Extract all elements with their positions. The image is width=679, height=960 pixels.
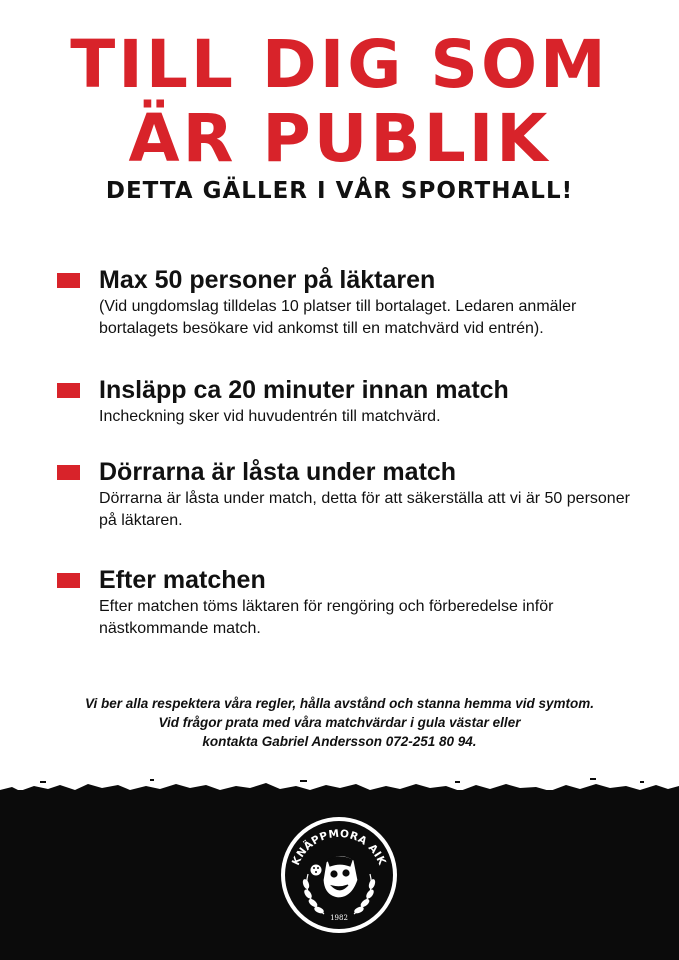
rule-body: Efter matchen töms läktaren för rengöring och förberedelse inför nästkommande match. bbox=[99, 598, 554, 637]
poster-title-line-2: ÄR PUBLIK bbox=[128, 100, 551, 177]
footer-note bbox=[0, 694, 679, 751]
rule-heading: Efter matchen bbox=[99, 566, 266, 594]
footer-note-line: Vid frågor prata med våra matchvärdar i gula västar eller bbox=[158, 715, 521, 730]
red-square-bullet-icon bbox=[57, 465, 80, 480]
rule-body: Incheckning sker vid huvudentrén till matchvärd. bbox=[99, 408, 441, 425]
red-square-bullet-icon bbox=[57, 573, 80, 588]
footer-note-line: Vi ber alla respektera våra regler, hålla avstånd och stanna hemma vid symtom. bbox=[85, 696, 594, 711]
poster-subtitle: DETTA GÄLLER I VÅR SPORTHALL! bbox=[105, 178, 574, 204]
rule-heading: Insläpp ca 20 minuter innan match bbox=[99, 376, 509, 404]
poster-title-line-1: TILL DIG SOM bbox=[70, 26, 609, 103]
rule-body: Dörrarna är låsta under match, detta för att säkerställa att vi är 50 personer på läktaren. bbox=[99, 490, 630, 529]
rule-heading: Dörrarna är låsta under match bbox=[99, 458, 457, 486]
rule-body: (Vid ungdomslag tilldelas 10 platser till bortalaget. Ledaren anmäler bortalagets besökare vid ankomst till en matchvärd vid entrén). bbox=[99, 298, 577, 337]
footer-note-line: kontakta Gabriel Andersson 072-251 80 94. bbox=[202, 734, 477, 749]
club-crest-icon bbox=[278, 814, 400, 936]
rule-heading: Max 50 personer på läktaren bbox=[99, 266, 436, 294]
red-square-bullet-icon bbox=[57, 383, 80, 398]
red-square-bullet-icon bbox=[57, 273, 80, 288]
crest-club-name: KNÄPPMORA AIK bbox=[289, 827, 389, 868]
crest-year: 1982 bbox=[330, 914, 348, 922]
